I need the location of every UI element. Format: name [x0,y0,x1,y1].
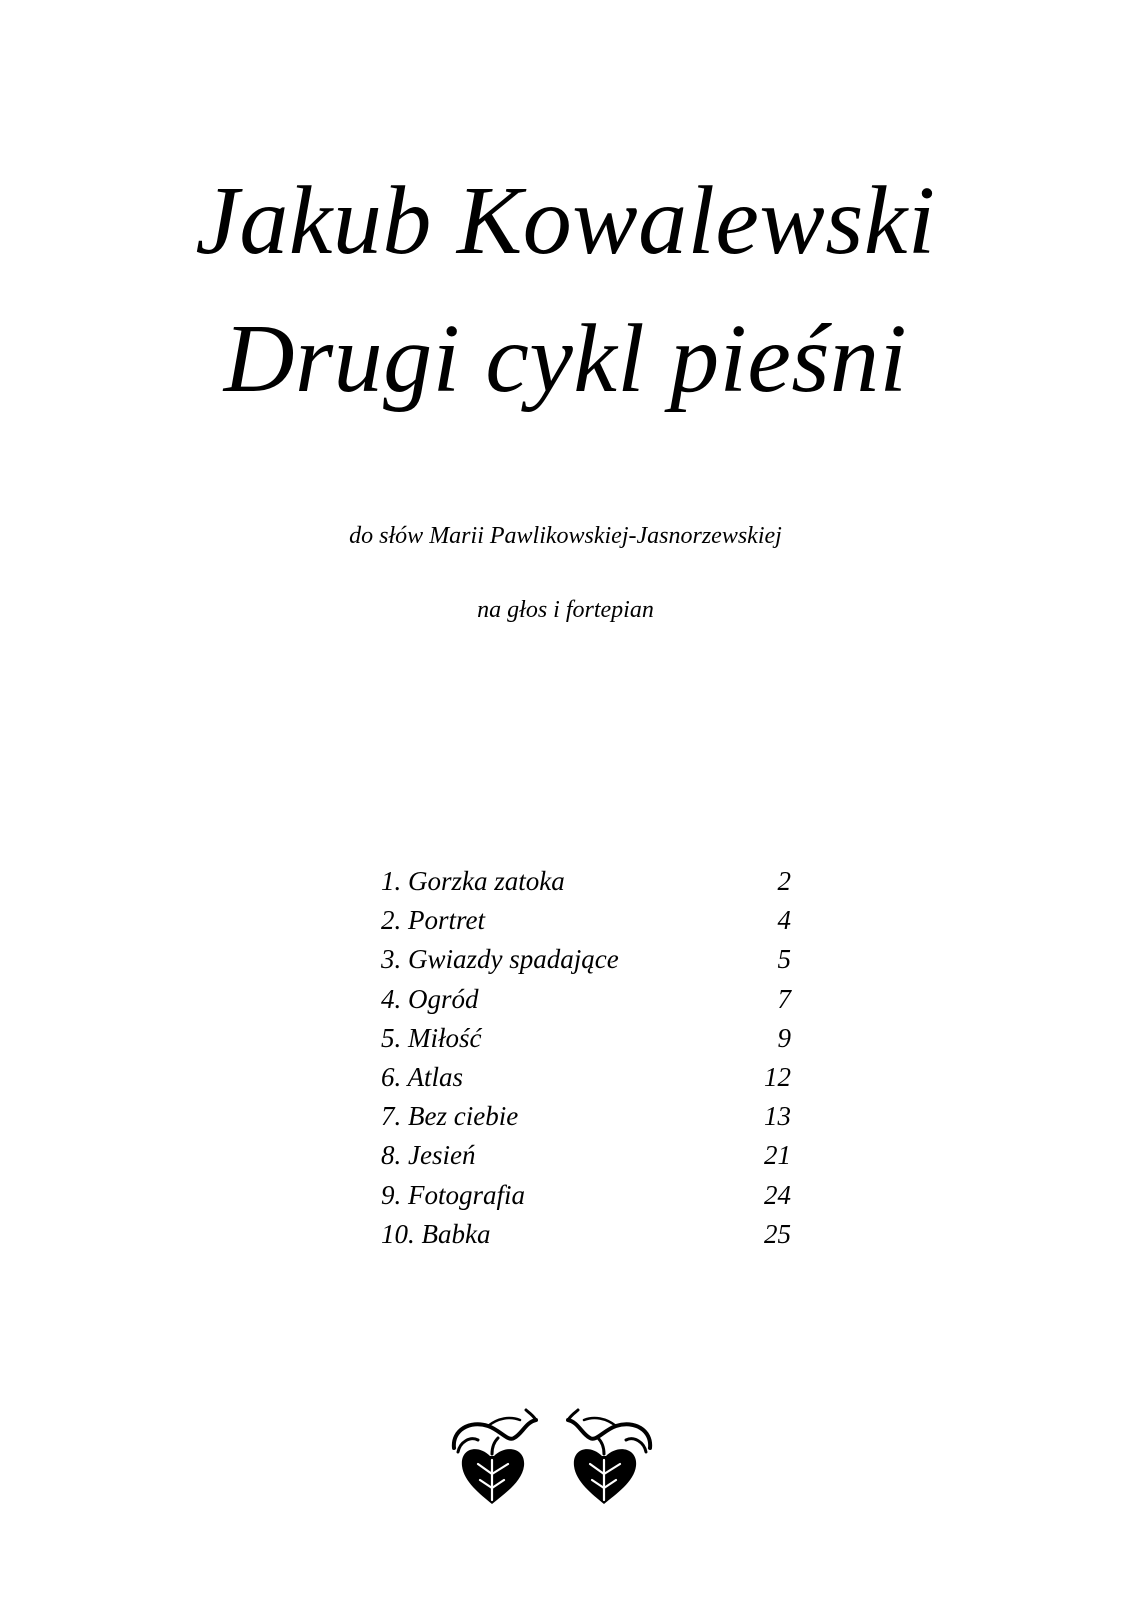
toc-entry-page: 25 [764,1218,791,1249]
toc-entry-page: 13 [764,1101,791,1132]
ivy-leaf-right-icon [568,1410,650,1504]
composer-name: Jakub Kowalewski [195,167,936,275]
lyricist-line: do słów Marii Pawlikowskiej-Jasnorzewskiej [349,523,782,549]
scoring-line: na głos i fortepian [477,597,654,623]
toc-entry [381,980,791,1019]
ivy-leaf-left-icon [454,1410,536,1504]
toc-entry [381,1215,791,1254]
toc-entry-page: 7 [777,983,791,1014]
toc-entry-title: 4. Ogród [381,983,479,1014]
toc-entry [381,901,791,940]
toc-entry-title: 8. Jesień [381,1140,476,1171]
toc-entry [381,1176,791,1215]
toc-entry-page: 9 [777,1022,791,1053]
toc-entry [381,940,791,979]
work-title: Drugi cykl pieśni [223,305,908,413]
toc-entry-title: 9. Fotografia [381,1179,526,1210]
toc-entry-title: 3. Gwiazdy spadające [381,944,619,975]
toc-entry [381,862,791,901]
toc-entry-title: 5. Miłość [381,1022,482,1053]
toc-entry [381,1019,791,1058]
toc-entry-page: 5 [777,944,791,975]
ivy-leaf-vine-icon [448,1408,664,1506]
toc-entry-page: 12 [764,1061,791,1092]
toc-entry [381,1136,791,1175]
toc-entry-title: 7. Bez ciebie [381,1101,519,1132]
toc-entry [381,1058,791,1097]
toc-entry-page: 2 [777,866,791,896]
table-of-contents [381,862,791,1254]
toc-entry-page: 4 [777,905,791,936]
toc-entry-title: 2. Portret [381,905,485,936]
toc-entry [381,1097,791,1136]
toc-entry-page: 24 [764,1179,791,1210]
toc-entry-title: 6. Atlas [381,1061,464,1092]
toc-entry-title: 10. Babka [381,1218,491,1249]
toc-entry-title: 1. Gorzka zatoka [381,866,565,896]
toc-entry-page: 21 [764,1140,791,1171]
